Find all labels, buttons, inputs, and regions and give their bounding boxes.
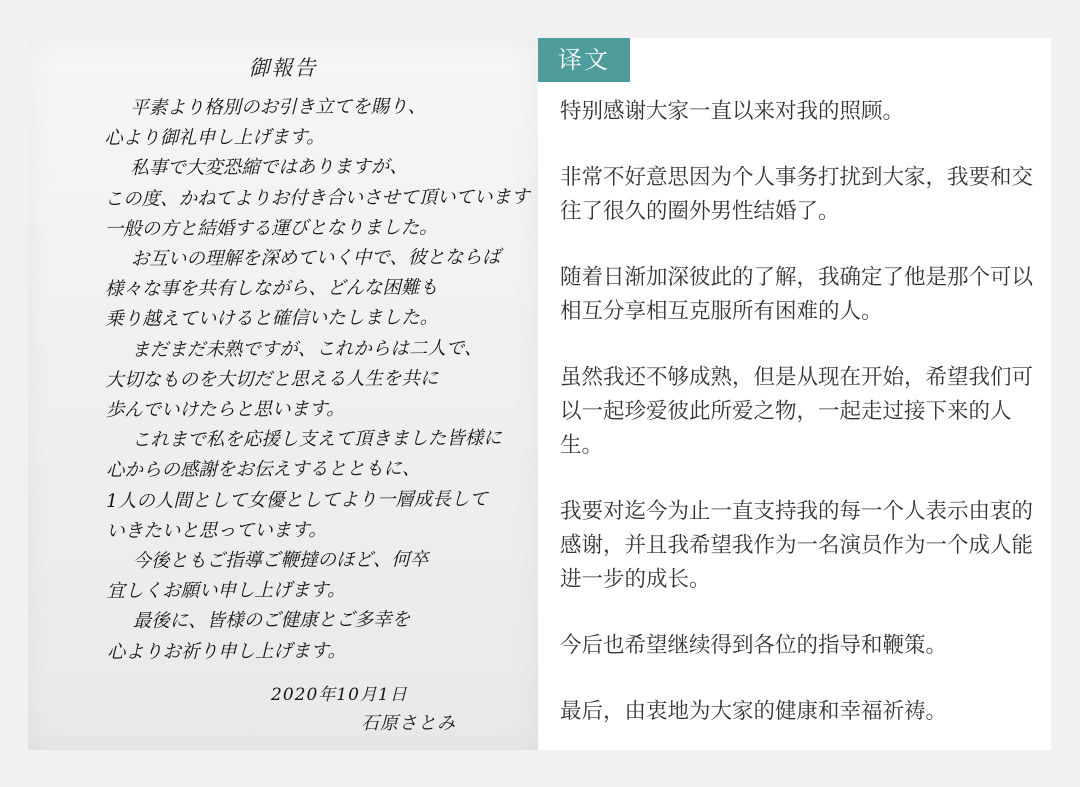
translation-paragraph: 我要对迄今为止一直支持我的每一个人表示由衷的感谢，并且我希望我作为一名演员作为一个成人能进一步的成长。	[560, 499, 1034, 592]
letter-line: これまで私を応援し支えて頂きました皆様に	[131, 428, 502, 452]
letter-line: 歩んでいけたらと思います。	[105, 398, 345, 422]
handwritten-letter	[28, 38, 538, 750]
letter-line: 心よりお祈り申し上げます。	[106, 640, 347, 663]
letter-signature: 石原さとみ	[361, 713, 456, 734]
letter-title: 御報告	[248, 56, 318, 80]
translation-paragraph: 特别感谢大家一直以来对我的照顾。	[560, 99, 905, 124]
letter-line: 最後に、皆様のご健康とご多幸を	[132, 609, 411, 633]
translation-body	[560, 95, 1040, 761]
translation-panel	[538, 38, 1051, 750]
letter-line: 大切なものを大切だと思える人生を共に	[105, 368, 439, 391]
letter-line: 平素より格別のお引き立てを賜り、	[130, 96, 427, 119]
letter-line: 1人の人間として女優としてより一層成長して	[106, 488, 488, 512]
letter-line: この度、かねてよりお付き合いさせて頂いています	[104, 186, 530, 210]
letter-line: 様々な事を共有しながら、どんな困難も	[104, 277, 439, 301]
translation-paragraph: 最后，由衷地为大家的健康和幸福祈祷。	[560, 699, 948, 724]
letter-line: 乗り越えていけると確信いたしました。	[105, 307, 439, 331]
translation-paragraph: 今后也希望继续得到各位的指导和鞭策。	[560, 633, 948, 658]
letter-line: 心からの感謝をお伝えするとともに、	[105, 458, 421, 482]
letter-line: いきたいと思っています。	[106, 519, 327, 542]
letter-line: 一般の方と結婚する運びとなりました。	[104, 217, 438, 240]
letter-body	[104, 92, 530, 668]
letter-line: 今後ともご指導ご鞭撻のほど、何卒	[132, 549, 429, 572]
translation-paragraph: 虽然我还不够成熟，但是从现在开始，希望我们可以一起珍爱彼此所爱之物，一起走过接下来的人生。	[560, 365, 1034, 458]
letter-date: 2020年10月1日	[271, 685, 408, 705]
translation-paragraph: 随着日渐加深彼此的了解，我确定了他是那个可以相互分享相互克服所有困难的人。	[560, 265, 1034, 324]
letter-line: お互いの理解を深めていく中で、彼とならば	[130, 246, 501, 270]
translation-paragraph: 非常不好意思因为个人事务打扰到大家，我要和交往了很久的圈外男性结婚了。	[560, 165, 1034, 224]
letter-line: まだまだ未熟ですが、これからは二人で、	[131, 337, 483, 361]
letter-line: 私事で大変恐縮ではありますが、	[130, 156, 408, 180]
letter-line: 心より御礼申し上げます。	[104, 127, 325, 150]
letter-line: 宜しくお願い申し上げます。	[106, 579, 346, 603]
translation-tag: 译文	[538, 38, 630, 82]
